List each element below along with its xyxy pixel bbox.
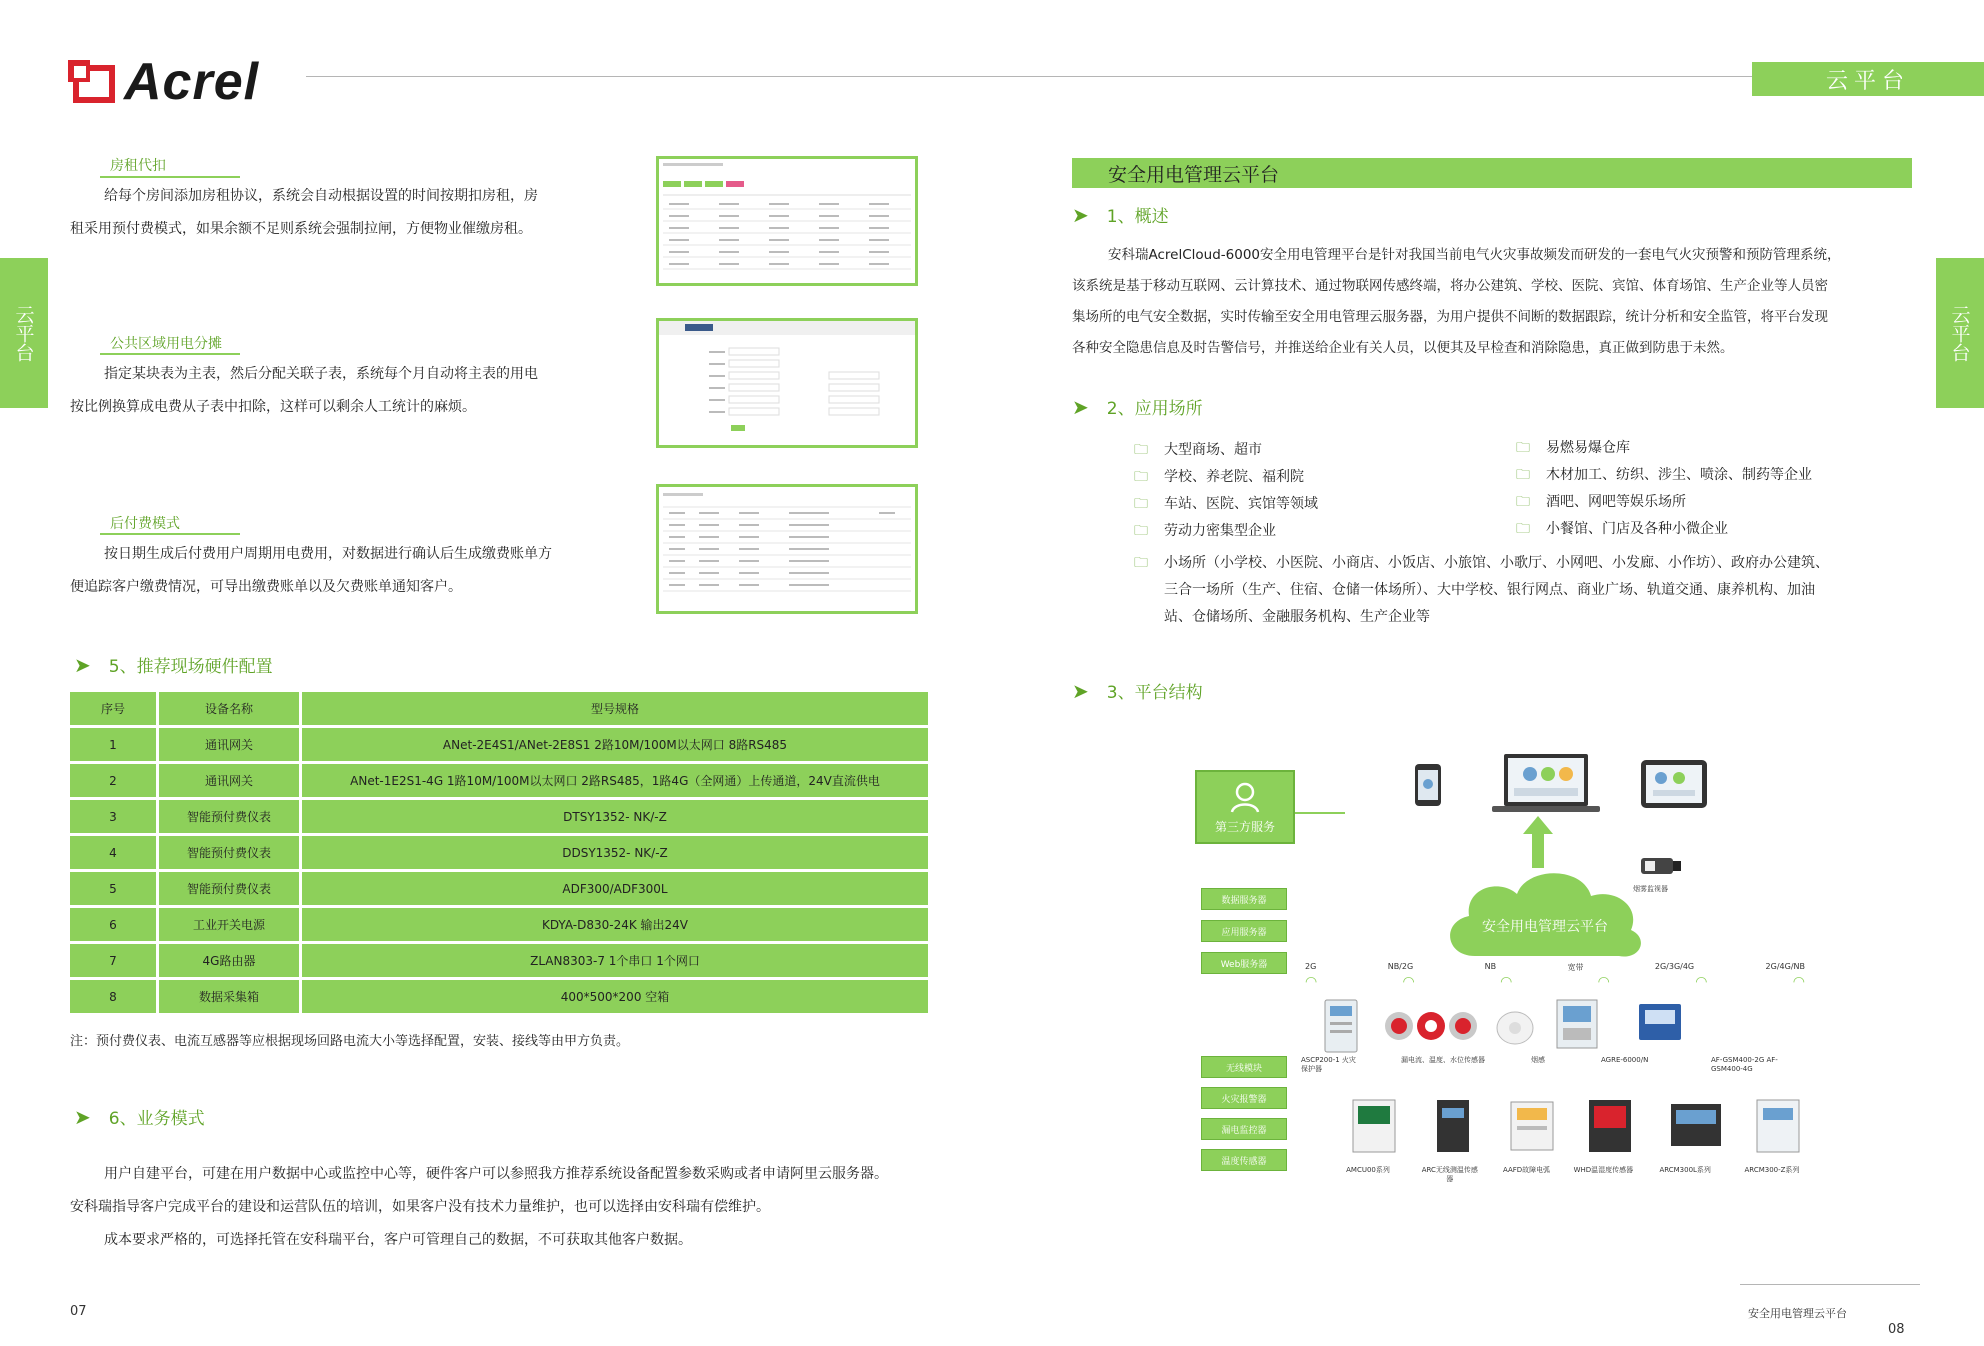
table-cell: ADF300/ADF300L xyxy=(302,872,928,905)
section-text-shared xyxy=(70,358,590,424)
connector-line xyxy=(1295,812,1345,814)
text-line: 成本要求严格的，可选择托管在安科瑞平台，客户可管理自己的数据，不可获取其他客户数据。 xyxy=(104,1232,692,1248)
net-label: 宽带 xyxy=(1567,963,1584,972)
device-label: AF-GSM400-2G AF-GSM400-4G xyxy=(1711,1056,1778,1073)
arrow-icon: ➤ xyxy=(74,1104,91,1129)
table-cell: 6 xyxy=(70,908,156,941)
table-cell: 智能预付费仪表 xyxy=(159,836,299,869)
table-cell: 工业开关电源 xyxy=(159,908,299,941)
table-cell: 3 xyxy=(70,800,156,833)
list-screenshot-graphic xyxy=(659,487,915,611)
folder-icon: 🗀 xyxy=(1134,496,1148,512)
text-line: 集场所的电气安全数据，实时传输至安全用电管理云服务器，为用户提供不间断的数据跟踪，统计分析和安全监管，将平台发现 xyxy=(1072,309,1828,325)
device-label: AMCU00系列 xyxy=(1346,1166,1390,1174)
table-cell: DDSY1352- NK/-Z xyxy=(302,836,928,869)
business-text xyxy=(70,1158,950,1257)
hardware-table xyxy=(67,689,931,1016)
overview-text xyxy=(1072,240,1932,364)
camera-label: 烟雾监视器 xyxy=(1633,885,1668,893)
wifi-row xyxy=(1305,974,1805,990)
list-item-text: 大型商场、超市 xyxy=(1164,442,1262,458)
net-label: 2G/4G/NB xyxy=(1765,962,1805,971)
agre-device-icon xyxy=(1555,998,1599,1050)
brand-name: Acrel xyxy=(124,53,260,111)
section-underline xyxy=(100,176,240,178)
text-line: 安科瑞AcrelCloud-6000安全用电管理平台是针对我国当前电气火灾事故频发而研发的一套电气火灾预警和预防管理系统， xyxy=(1108,247,1841,263)
table-row xyxy=(70,908,928,941)
section-title-shared: 公共区域用电分摊 xyxy=(110,336,222,352)
list-item xyxy=(1134,437,1494,464)
table-cell: 智能预付费仪表 xyxy=(159,800,299,833)
overview-heading xyxy=(1072,202,1169,227)
text-line: 各种安全隐患信息及时告警信号，并推送给企业有关人员，以便其及早检查和消除隐患，真正做到防患于未然。 xyxy=(1072,340,1734,356)
text-line: 便追踪客户缴费情况，可导出缴费账单以及欠费账单通知客户。 xyxy=(70,579,462,595)
list-item-text: 易燃易爆仓库 xyxy=(1546,440,1630,456)
section-tab-top: 云平台 xyxy=(1752,62,1984,96)
list-item xyxy=(1516,489,1936,516)
table-cell: 4G路由器 xyxy=(159,944,299,977)
text-line: 指定某块表为主表，然后分配关联子表，系统每个月自动将主表的用电 xyxy=(104,366,538,382)
device-label: ARC无线测温传感器 xyxy=(1421,1166,1478,1183)
screenshot-postpaid xyxy=(656,484,918,614)
folder-icon: 🗀 xyxy=(1516,494,1530,510)
table-screenshot-graphic xyxy=(659,159,915,283)
net-label: NB xyxy=(1484,962,1497,971)
user-icon xyxy=(1228,780,1262,814)
list-item-long xyxy=(1134,550,1934,631)
section-title-postpaid: 后付费模式 xyxy=(110,516,180,532)
fire-protector-device-icon xyxy=(1321,998,1361,1054)
list-item-text: 劳动力密集型企业 xyxy=(1164,523,1276,539)
smoke-detector-icon xyxy=(1495,1004,1535,1048)
arrow-icon: ➤ xyxy=(1072,202,1089,227)
device-label: ASCP200-1 火灾保护器 xyxy=(1301,1056,1356,1073)
table-row xyxy=(70,800,928,833)
table-header-row xyxy=(70,692,928,725)
arcm300l-device-icon xyxy=(1669,1102,1723,1148)
folder-icon: 🗀 xyxy=(1516,521,1530,537)
table-cell: 通讯网关 xyxy=(159,764,299,797)
business-heading-text: 6、业务模式 xyxy=(108,1109,205,1129)
table-cell: DTSY1352- NK/-Z xyxy=(302,800,928,833)
table-cell: ANet-2E4S1/ANet-2E8S1 2路10M/100M以太网口 8路RS485 xyxy=(302,728,928,761)
screenshot-shared xyxy=(656,318,918,448)
business-heading xyxy=(74,1104,205,1129)
table-cell: KDYA-D830-24K 输出24V xyxy=(302,908,928,941)
wifi-icon: ◠ xyxy=(1792,974,1805,990)
structure-heading-text: 3、平台结构 xyxy=(1106,683,1203,703)
web-server-box: Web服务器 xyxy=(1201,952,1287,974)
server-button-group xyxy=(1201,888,1287,974)
acrel-mark-icon xyxy=(68,60,116,104)
list-item-text: 学校、养老院、福利院 xyxy=(1164,469,1304,485)
section-underline xyxy=(100,353,240,355)
wireless-module-box: 无线模块 xyxy=(1201,1056,1287,1078)
table-row xyxy=(70,980,928,1013)
table-cell: 7 xyxy=(70,944,156,977)
header-rule xyxy=(306,76,1752,77)
device-label: WHD温湿度传感器 xyxy=(1573,1166,1634,1174)
wifi-icon: ◠ xyxy=(1402,974,1415,990)
table-cell: 1 xyxy=(70,728,156,761)
phone-icon xyxy=(1413,762,1443,808)
table-cell: 8 xyxy=(70,980,156,1013)
table-header-cell: 型号规格 xyxy=(302,692,928,725)
wifi-icon: ◠ xyxy=(1597,974,1610,990)
table-header-cell: 序号 xyxy=(70,692,156,725)
side-tab-right: 云平台 xyxy=(1936,258,1984,408)
table-cell: ANet-1E2S1-4G 1路10M/100M以太网口 2路RS485，1路4G（全网通）上传通道，24V直流供电 xyxy=(302,764,928,797)
folder-icon: 🗀 xyxy=(1134,469,1148,485)
text-line: 按日期生成后付费用户周期用电费用，对数据进行确认后生成缴费账单方 xyxy=(104,546,552,562)
whd-device-icon xyxy=(1587,1098,1633,1154)
device-label: AAFD故障电弧 xyxy=(1502,1166,1551,1174)
module-button-group xyxy=(1201,1056,1287,1171)
camera-icon xyxy=(1639,852,1683,880)
leakage-monitor-box: 漏电监控器 xyxy=(1201,1118,1287,1140)
section-title-rent: 房租代扣 xyxy=(110,158,166,174)
table-row xyxy=(70,764,928,797)
cloud-icon xyxy=(1435,860,1655,964)
arrow-icon: ➤ xyxy=(1072,394,1089,419)
form-screenshot-graphic xyxy=(659,321,915,445)
app-server-box: 应用服务器 xyxy=(1201,920,1287,942)
device-row1-labels xyxy=(1301,1056,1781,1074)
arc-sensor-icon xyxy=(1433,1098,1473,1154)
text-line: 三合一场所（生产、住宿、仓储一体场所）、大中学校、银行网点、商业广场、轨道交通、康养机构、加油 xyxy=(1164,582,1815,598)
table-row xyxy=(70,872,928,905)
folder-icon: 🗀 xyxy=(1134,442,1148,458)
list-item-text: 酒吧、网吧等娱乐场所 xyxy=(1546,494,1686,510)
table-cell: 400*500*200 空箱 xyxy=(302,980,928,1013)
folder-icon: 🗀 xyxy=(1516,467,1530,483)
table-cell: 通讯网关 xyxy=(159,728,299,761)
folder-icon: 🗀 xyxy=(1516,440,1530,456)
table-row xyxy=(70,728,928,761)
folder-icon: 🗀 xyxy=(1134,555,1148,571)
text-line: 站、仓储场所、金融服务机构、生产企业等 xyxy=(1164,609,1430,625)
wifi-icon: ◠ xyxy=(1500,974,1513,990)
page-number-right: 08 xyxy=(1888,1322,1905,1337)
device-label: AGRE-6000/N xyxy=(1601,1056,1649,1064)
folder-icon: 🗀 xyxy=(1134,523,1148,539)
list-item xyxy=(1134,518,1494,545)
footer-title: 安全用电管理云平台 xyxy=(1748,1307,1847,1320)
text-line: 给每个房间添加房租协议，系统会自动根据设置的时间按期扣房租，房 xyxy=(104,188,538,204)
list-item-text: 小餐馆、门店及各种小微企业 xyxy=(1546,521,1728,537)
text-line: 小场所（小学校、小医院、小商店、小饭店、小旅馆、小歌厅、小网吧、小发廊、小作坊）、政府办公建筑、 xyxy=(1164,555,1829,571)
list-item xyxy=(1134,464,1494,491)
table-cell: 5 xyxy=(70,872,156,905)
table-cell: ZLAN8303-7 1个串口 1个网口 xyxy=(302,944,928,977)
section-text-rent xyxy=(70,180,590,246)
list-item xyxy=(1516,462,1936,489)
device-row2-labels xyxy=(1333,1166,1807,1184)
platform-structure-diagram xyxy=(1195,752,1807,1184)
list-item-text: 车站、医院、宾馆等领域 xyxy=(1164,496,1318,512)
list-item xyxy=(1516,516,1936,543)
side-tab-left: 云平台 xyxy=(0,258,48,408)
third-party-box xyxy=(1195,770,1295,844)
venues-heading xyxy=(1072,394,1203,419)
text-line: 用户自建平台，可建在用户数据中心或监控中心等，硬件客户可以参照我方推荐系统设备配置参数采购或者申请阿里云服务器。 xyxy=(104,1166,888,1182)
section-text-postpaid xyxy=(70,538,590,604)
structure-heading xyxy=(1072,678,1203,703)
data-server-box: 数据服务器 xyxy=(1201,888,1287,910)
list-item-text: 木材加工、纺织、涉尘、喷涂、制药等企业 xyxy=(1546,467,1812,483)
table-row xyxy=(70,836,928,869)
temp-sensor-box: 温度传感器 xyxy=(1201,1149,1287,1171)
table-cell: 数据采集箱 xyxy=(159,980,299,1013)
table-note: 注：预付费仪表、电流互感器等应根据现场回路电流大小等选择配置，安装、接线等由甲方负责。 xyxy=(70,1034,630,1049)
page-number-left: 07 xyxy=(70,1304,87,1319)
wifi-icon: ◠ xyxy=(1695,974,1708,990)
device-label: 漏电流、温度、水位传感器 xyxy=(1401,1056,1485,1064)
list-item xyxy=(1134,491,1494,518)
tablet-icon xyxy=(1639,758,1709,810)
laptop-icon xyxy=(1490,752,1602,814)
list-item-long-text xyxy=(1164,550,1829,631)
text-line: 按比例换算成电费从子表中扣除，这样可以剩余人工统计的麻烦。 xyxy=(70,399,476,415)
table-cell: 智能预付费仪表 xyxy=(159,872,299,905)
right-page-title: 安全用电管理云平台 xyxy=(1072,158,1912,188)
table-cell: 4 xyxy=(70,836,156,869)
cloud-label: 安全用电管理云平台 xyxy=(1482,919,1608,935)
wifi-icon: ◠ xyxy=(1305,974,1318,990)
amcu-device-icon xyxy=(1351,1098,1397,1154)
acrel-logo xyxy=(68,52,259,112)
net-label: 2G/3G/4G xyxy=(1654,962,1695,971)
overview-heading-text: 1、概述 xyxy=(1106,207,1169,227)
hardware-heading xyxy=(74,652,273,677)
third-party-label: 第三方服务 xyxy=(1214,819,1275,834)
venues-list-left xyxy=(1134,437,1494,545)
section-underline xyxy=(100,533,240,535)
aafd-device-icon xyxy=(1509,1098,1555,1154)
text-line: 安科瑞指导客户完成平台的建设和运营队伍的培训，如果客户没有技术力量维护，也可以选择由安科瑞有偿维护。 xyxy=(70,1199,770,1215)
venues-heading-text: 2、应用场所 xyxy=(1106,399,1203,419)
footer-rule xyxy=(1740,1284,1920,1285)
fire-alarm-box: 火灾报警器 xyxy=(1201,1087,1287,1109)
screenshot-rent xyxy=(656,156,918,286)
net-label: 2G xyxy=(1305,962,1317,971)
device-label: 烟感 xyxy=(1531,1056,1545,1064)
net-label: NB/2G xyxy=(1387,962,1414,971)
device-label: ARCM300-Z系列 xyxy=(1744,1166,1800,1174)
sensor-group-icon xyxy=(1381,1004,1481,1048)
text-line: 该系统是基于移动互联网、云计算技术、通过物联网传感终端，将办公建筑、学校、医院、宾馆、体育场馆、生产企业等人员密 xyxy=(1072,278,1828,294)
device-label: ARCM300L系列 xyxy=(1659,1166,1711,1174)
gsm-device-icon xyxy=(1635,1000,1685,1044)
list-item xyxy=(1516,435,1936,462)
arrow-icon: ➤ xyxy=(74,652,91,677)
network-labels xyxy=(1305,962,1805,973)
text-line: 租采用预付费模式，如果余额不足则系统会强制拉闸，方便物业催缴房租。 xyxy=(70,221,532,237)
table-row xyxy=(70,944,928,977)
hardware-heading-text: 5、推荐现场硬件配置 xyxy=(108,657,273,677)
arrow-icon: ➤ xyxy=(1072,678,1089,703)
table-cell: 2 xyxy=(70,764,156,797)
table-header-cell: 设备名称 xyxy=(159,692,299,725)
venues-list-right xyxy=(1516,435,1936,543)
arcm300z-device-icon xyxy=(1755,1098,1801,1154)
